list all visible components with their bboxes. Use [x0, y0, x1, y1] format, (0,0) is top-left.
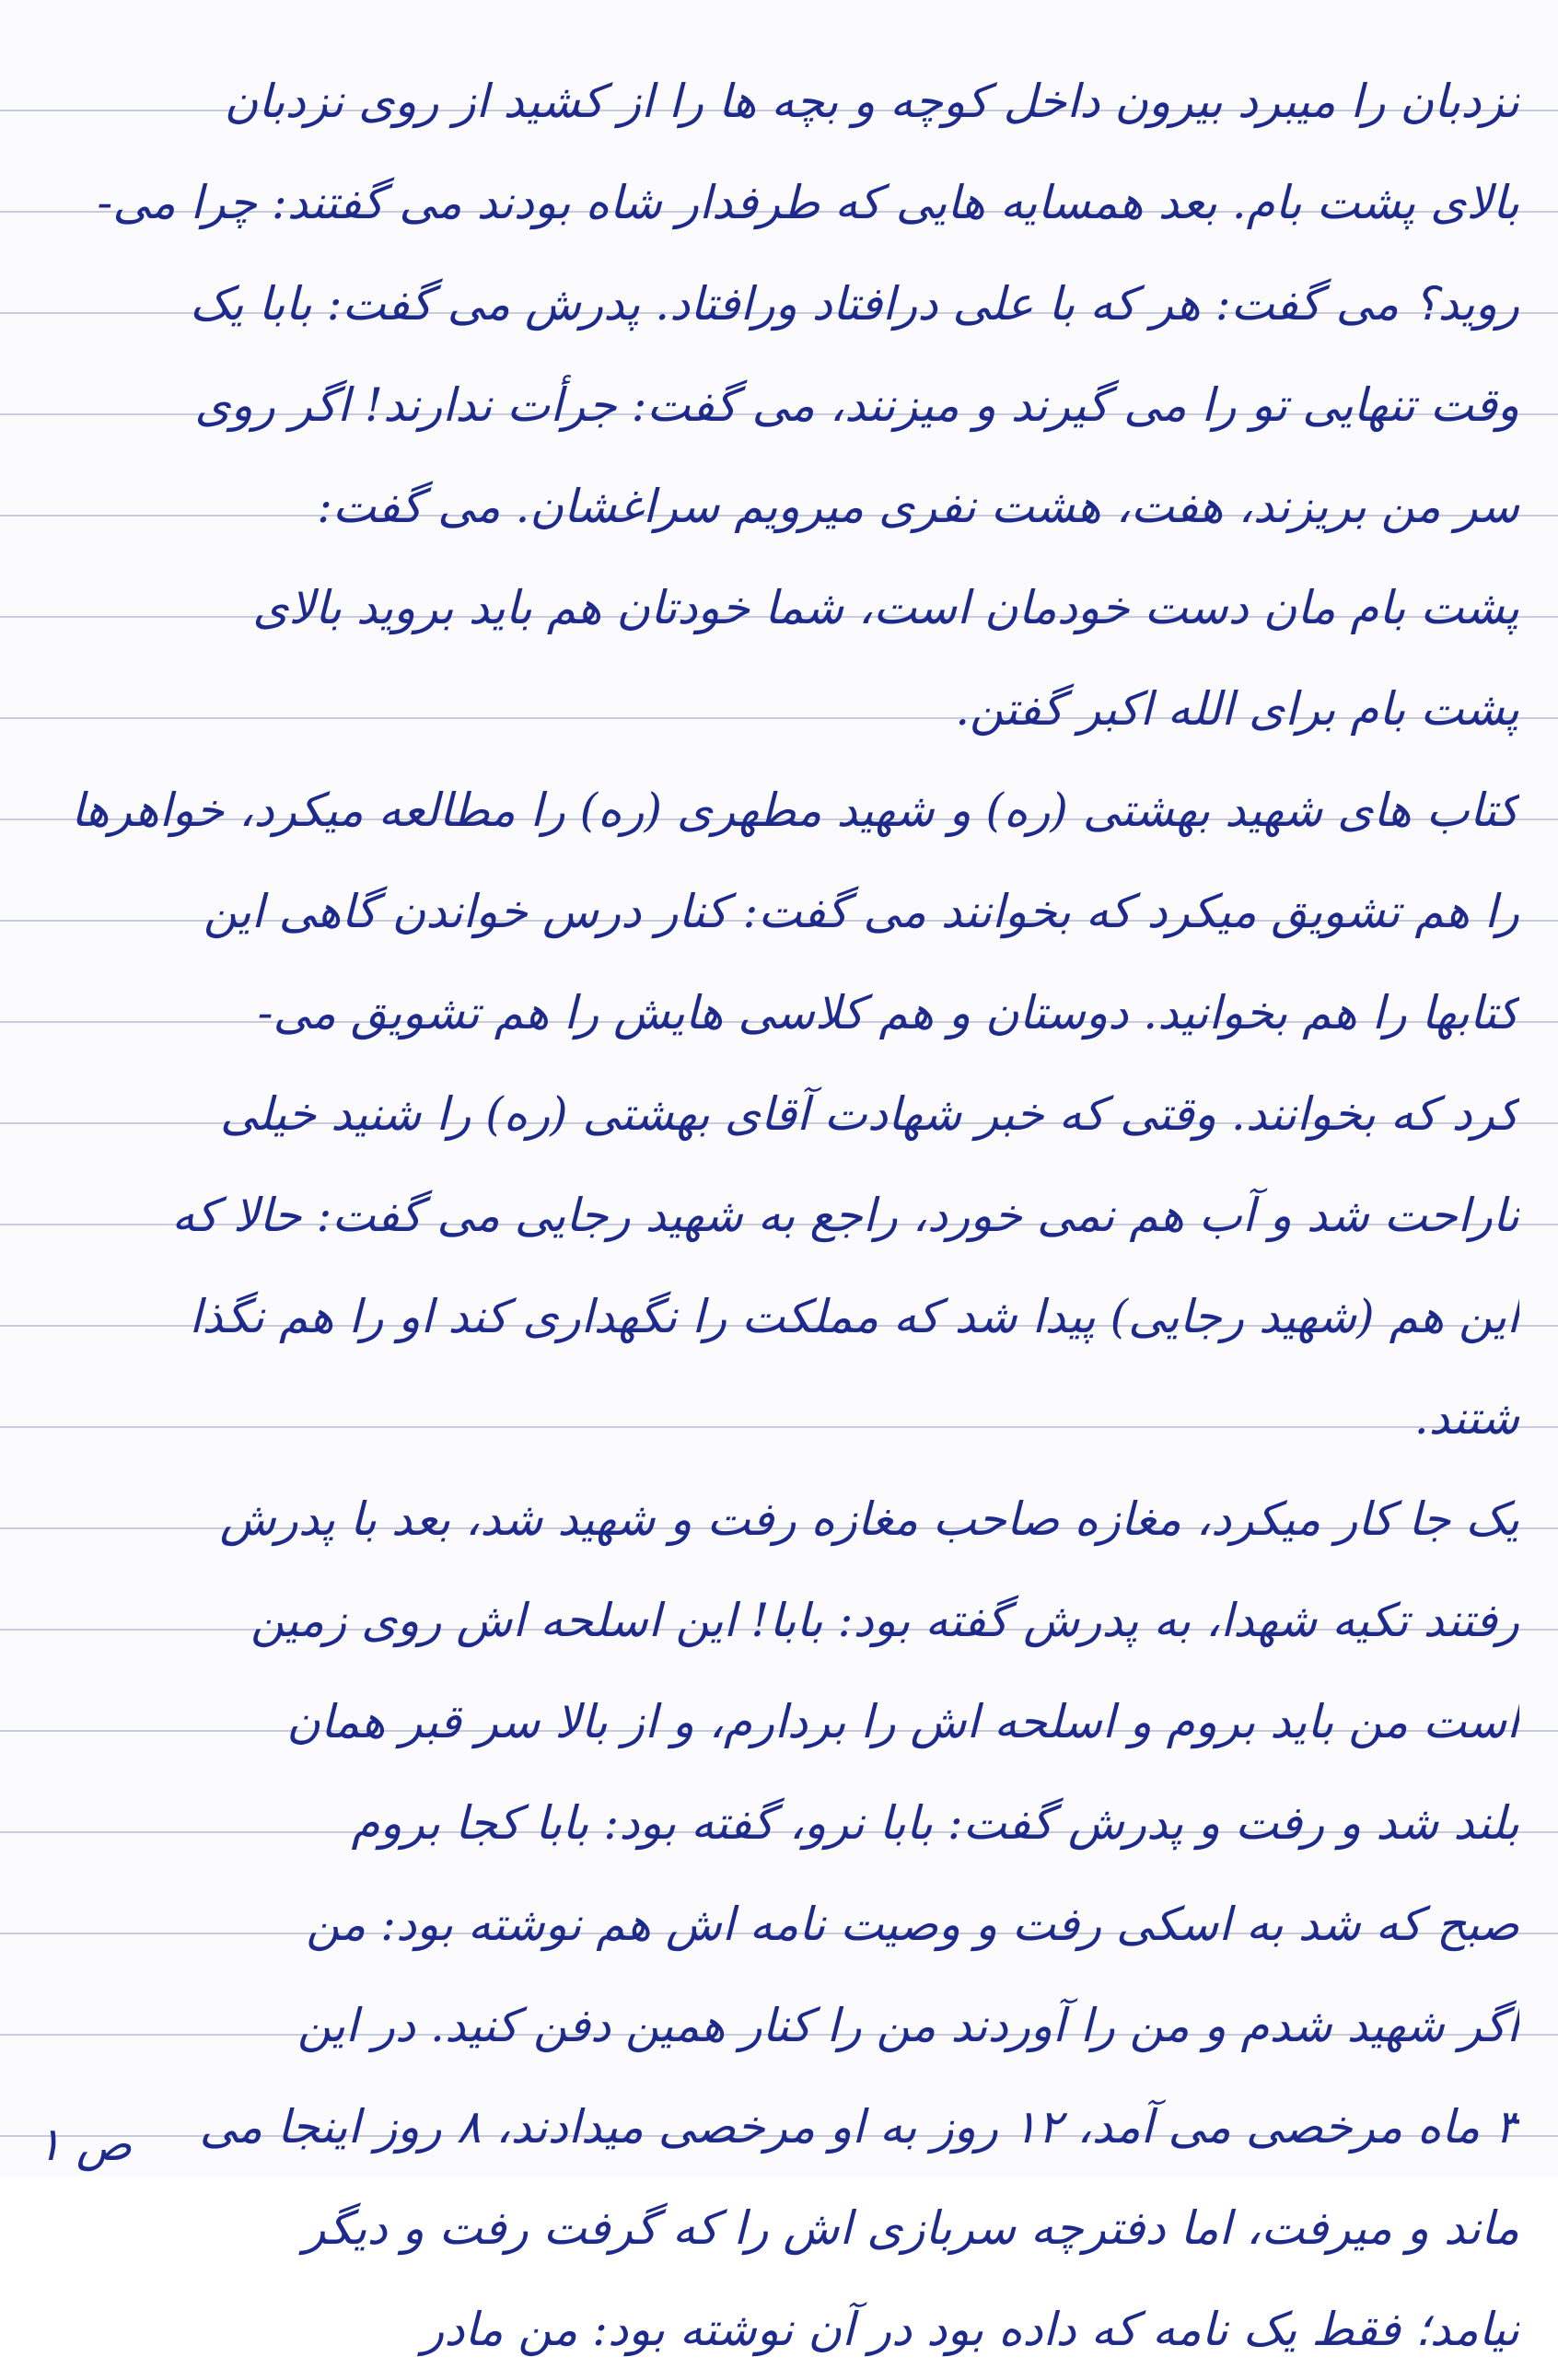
- handwritten-line: پشت بام برای الله اکبر گفتن.: [955, 682, 1519, 736]
- handwritten-line: کرد که بخوانند. وقتی که خبر شهادت آقای بهشتی (ره) را شنید خیلی: [220, 1087, 1519, 1141]
- handwritten-line: بلند شد و رفت و پدرش گفت: بابا نرو، گفته بود: بابا کجا بروم: [351, 1796, 1519, 1850]
- handwritten-line: اگر شهید شدم و من را آوردند من را کنار همین دفن کنید. در این: [296, 1999, 1519, 2052]
- handwritten-line: کتاب های شهید بهشتی (ره) و شهید مطهری (ره) را مطالعه میکرد، خواهرها: [71, 784, 1519, 837]
- handwritten-line: است من باید بروم و اسلحه اش را بردارم، و از بالا سر قبر همان: [286, 1695, 1519, 1748]
- handwritten-line: بالای پشت بام. بعد همسایه هایی که طرفدار شاه بودند می گفتند: چرا می-: [97, 176, 1519, 229]
- handwritten-line: ماند و میرفت، اما دفترچه سربازی اش را که گرفت رفت و دیگر: [303, 2201, 1519, 2255]
- handwritten-line: این هم (شهید رجایی) پیدا شد که مملکت را نگهداری کند او را هم نگذا: [189, 1290, 1519, 1343]
- handwritten-line: وقت تنهایی تو را می گیرند و میزنند، می گفت: جرأت ندارند! اگر روی: [194, 378, 1519, 432]
- handwritten-line: رفتند تکیه شهدا، به پدرش گفته بود: بابا! این اسلحه اش روی زمین: [250, 1594, 1519, 1647]
- handwritten-line: شتند.: [1413, 1391, 1519, 1445]
- handwritten-line: یک جا کار میکرد، مغازه صاحب مغازه رفت و شهید شد، بعد با پدرش: [219, 1492, 1519, 1546]
- page-number-mark: ص ۱: [37, 2118, 133, 2171]
- handwritten-text: [18, 51, 1519, 2380]
- handwritten-line: ناراحت شد و آب هم نمی خورد، راجع به شهید رجایی می گفت: حالا که: [171, 1189, 1519, 1242]
- handwritten-line: صبح که شد به اسکی رفت و وصیت نامه اش هم نوشته بود: من: [306, 1898, 1519, 1951]
- handwritten-line: کتابها را هم بخوانید. دوستان و هم کلاسی هایش را هم تشویق می-: [257, 986, 1519, 1039]
- handwritten-line: نزدبان را میبرد بیرون داخل کوچه و بچه ها را از کشید از روی نزدبان: [224, 75, 1519, 128]
- handwritten-line: پشت بام مان دست خودمان است، شما خودتان هم باید بروید بالای: [252, 581, 1519, 634]
- handwritten-line: ۳ ماه مرخصی می آمد، ۱۲ روز به او مرخصی میدادند، ۸ روز اینجا می: [199, 2100, 1519, 2154]
- handwritten-line: روید؟ می گفت: هر که با علی درافتاد ورافتاد. پدرش می گفت: بابا یک: [189, 277, 1519, 331]
- handwritten-line: را هم تشویق میکرد که بخوانند می گفت: کنار درس خواندن گاهی این: [203, 885, 1519, 938]
- handwritten-line: نیامد؛ فقط یک نامه که داده بود در آن نوشته بود: من مادر: [422, 2303, 1519, 2356]
- handwritten-line: سر من بریزند، هفت، هشت نفری میرویم سراغشان. می گفت:: [317, 480, 1519, 533]
